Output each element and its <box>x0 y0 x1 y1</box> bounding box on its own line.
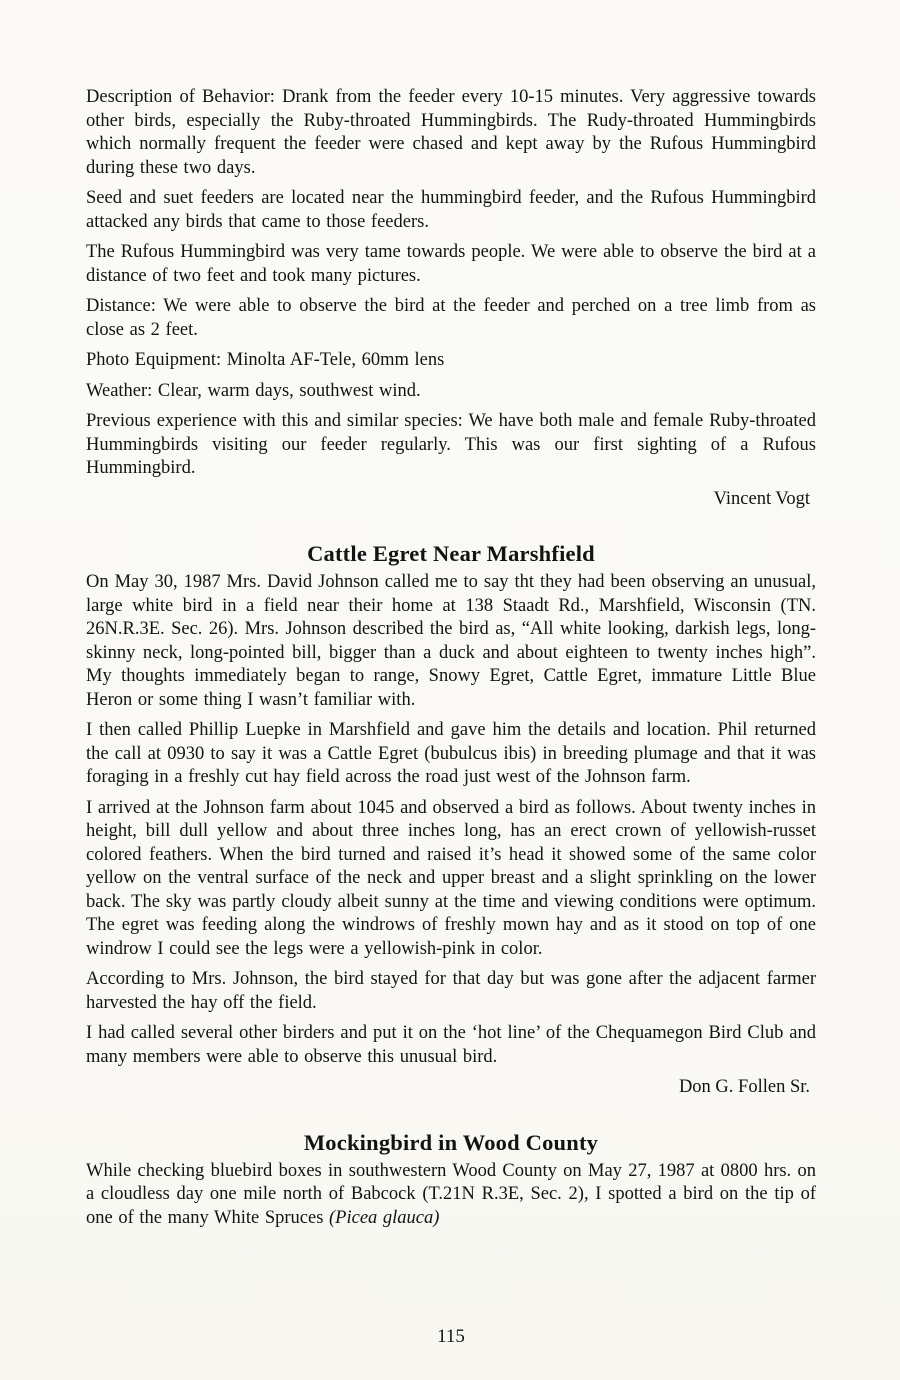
paragraph-tameness: The Rufous Hummingbird was very tame towards people. We were able to observe the bird at a distance of two feet and took many pictures. <box>86 242 816 286</box>
paragraph-feeders: Seed and suet feeders are located near the hummingbird feeder, and the Rufous Hummingbird attacked any birds that came to those feeders. <box>86 188 816 232</box>
paragraph-photo-equipment: Photo Equipment: Minolta AF-Tele, 60mm lens <box>86 350 445 370</box>
paragraph-previous-experience: Previous experience with this and similar species: We have both male and female Ruby-throated Hummingbirds visiting our feeder regularly. This was our first sighting of a Rufous Hummingbird. <box>86 411 816 478</box>
paragraph-egret-hotline: I had called several other birders and put it on the ‘hot line’ of the Chequamegon Bird Club and many members were able to observe this unusual bird. <box>86 1023 816 1067</box>
section-hummingbird-report <box>86 86 816 511</box>
page-number: 115 <box>437 1326 465 1347</box>
article-title-cattle-egret: Cattle Egret Near Marshfield <box>307 541 595 566</box>
article-title-mockingbird: Mockingbird in Wood County <box>303 1129 599 1155</box>
paragraph-distance: Distance: We were able to observe the bird at the feeder and perched on a tree limb from as close as 2 feet. <box>86 296 816 340</box>
author-signature-vogt: Vincent Vogt <box>713 488 810 509</box>
paragraph-egret-sighting-call: On May 30, 1987 Mrs. David Johnson called me to say tht they had been observing an unusual, large white bird in a field near their home at 138 Staadt Rd., Marshfield, Wisconsin (TN. 26N.R.3E. Sec. 26). Mrs. Johnson described the bird as, “All white looking, darkish legs, long-skinny neck, long-pointed bill, bigger than a duck and about eighteen to twenty inches high”. My thoughts immediately began to range, Snowy Egret, Cattle Egret, immature Little Blue Heron or some thing I wasn’t familiar with. <box>86 572 816 710</box>
section-cattle-egret-article <box>86 511 816 1100</box>
paragraph-egret-departure: According to Mrs. Johnson, the bird stayed for that day but was gone after the adjacent farmer harvested the hay off the field. <box>86 969 816 1013</box>
mockingbird-paragraph-text: While checking bluebird boxes in southwestern Wood County on May 27, 1987 at 0800 hrs. on a cloudless day one mile north of Babcock (T.21N R.3E, Sec. 2), I spotted a bird on the tip of one of the many White Spruces <box>86 1160 816 1228</box>
paragraph-mockingbird-sighting <box>86 1160 816 1231</box>
author-signature-follen: Don G. Follen Sr. <box>678 1077 810 1097</box>
mockingbird-species-latin-name: (Picea glauca) <box>329 1207 440 1228</box>
section-mockingbird-article <box>86 1100 816 1238</box>
paragraph-behavior: Description of Behavior: Drank from the feeder every 10-15 minutes. Very aggressive towards other birds, especially the Ruby-throated Hummingbirds. The Rudy-throated Hummingbirds which normally frequent the feeder were chased and kept away by the Rufous Hummingbird during these two days. <box>86 87 816 178</box>
paragraph-weather: Weather: Clear, warm days, southwest wind. <box>86 380 421 401</box>
paragraph-egret-identification: I then called Phillip Luepke in Marshfield and gave him the details and location. Phil returned the call at 0930 to say it was a Cattle Egret (bubulcus ibis) in breeding plumage and that it was foraging in a freshly cut hay field across the road just west of the Johnson farm. <box>86 720 816 787</box>
paragraph-egret-observation: I arrived at the Johnson farm about 1045 and observed a bird as follows. About twenty inches in height, bill dull yellow and about three inches long, has an erect crown of yellowish-russet colored feathers. When the bird turned and raised it’s head it showed some of the same color yellow on the ventral surface of the neck and upper breast and a slight sprinkling on the lower back. The sky was partly cloudy albeit sunny at the time and viewing conditions were optimum. The egret was feeding along the windrows of freshly mown hay and as it stood on top of one windrow I could see the legs were a yellowish-pink in color. <box>86 797 816 959</box>
